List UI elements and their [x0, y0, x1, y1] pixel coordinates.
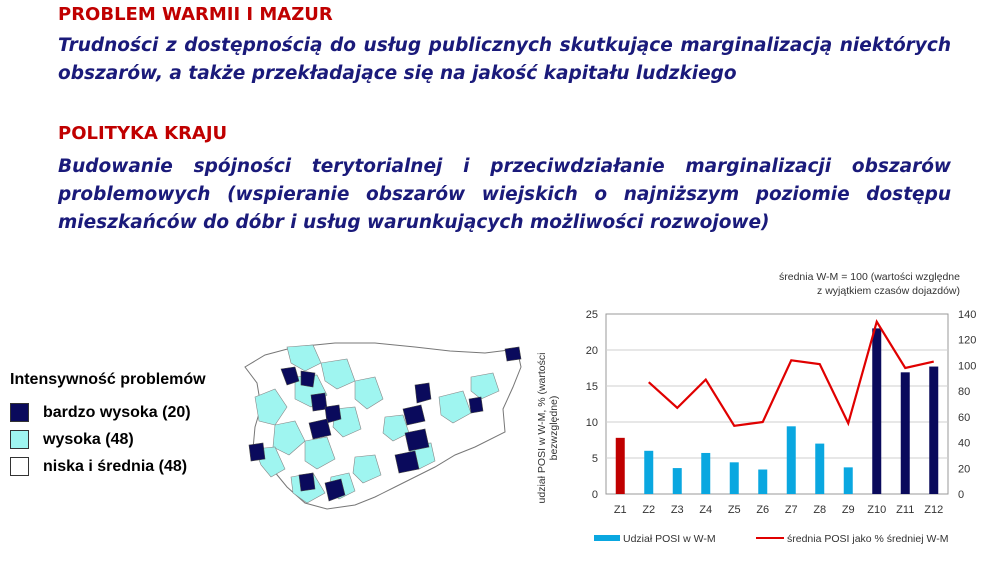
posi-chart — [528, 265, 983, 555]
xtick-z2: Z2 — [642, 504, 656, 516]
xtick-z9: Z9 — [841, 504, 855, 516]
bar-z5 — [730, 462, 739, 494]
ytick-left-3: 15 — [585, 381, 598, 393]
ytick-right-5: 100 — [958, 360, 977, 373]
bar-z3 — [673, 468, 682, 494]
legend-item-low-medium — [10, 453, 206, 480]
ytick-right-7: 140 — [958, 309, 977, 321]
chart-legend — [594, 533, 948, 545]
line-posi-percent — [649, 322, 934, 426]
xtick-z4: Z4 — [699, 504, 713, 516]
map-legend-title: Intensywność problemów — [10, 371, 206, 388]
bar-z8 — [815, 444, 824, 494]
ytick-left-1: 5 — [591, 453, 598, 465]
xtick-z3: Z3 — [670, 504, 684, 516]
map-legend — [10, 371, 206, 480]
legend-item-high — [10, 426, 206, 453]
xtick-z6: Z6 — [756, 504, 770, 516]
ytick-left-2: 10 — [585, 417, 598, 429]
bar-z4 — [701, 453, 710, 494]
bar-z1 — [616, 438, 625, 494]
xtick-z8: Z8 — [813, 504, 827, 516]
paragraph-policy: Budowanie spójności terytorialnej i przeciwdziałanie marginalizacji obszarów problemowych (wspieranie obszarów wiejskich o najniższym poziomie dostępu mieszkańców do dóbr i usług warunkujących możliwości rozwojowe) — [58, 156, 951, 233]
chart-bars — [616, 328, 939, 494]
ytick-right-1: 20 — [958, 463, 971, 476]
bar-z11 — [901, 372, 910, 494]
chart-grid — [606, 314, 948, 494]
xtick-z11: Z11 — [896, 504, 915, 516]
region-map — [235, 337, 525, 517]
heading-problem: PROBLEM WARMII I MAZUR — [58, 4, 333, 25]
legend-swatch-high — [10, 430, 29, 449]
xtick-z1: Z1 — [613, 504, 627, 516]
ytick-right-6: 120 — [958, 334, 977, 347]
bar-z7 — [787, 426, 796, 494]
chart-ylabel-line-2: bezwzględne) — [548, 395, 560, 461]
legend-label-low-medium: niska i średnia (48) — [43, 457, 188, 475]
ytick-right-0: 0 — [958, 489, 965, 501]
legend-label-high: wysoka (48) — [43, 430, 134, 448]
plot-frame — [606, 314, 948, 494]
xtick-z10: Z10 — [867, 504, 887, 516]
paragraph-problem: Trudności z dostępnością do usług publicznych skutkujące marginalizacją niektórych obszarów, a także przekładające się na jakość kapitału ludzkiego — [58, 35, 951, 84]
xtick-z7: Z7 — [784, 504, 798, 516]
legend-bar-swatch — [594, 535, 620, 541]
chart-ylabel-line-1: udział POSI w W-M, % (wartości — [536, 352, 548, 504]
ytick-right-3: 60 — [958, 411, 971, 424]
bar-z9 — [844, 467, 853, 494]
ytick-right-4: 80 — [958, 386, 971, 399]
chart-note-line-2: z wyjątkiem czasów dojazdów) — [817, 285, 960, 297]
legend-swatch-very-high — [10, 403, 29, 422]
bar-z10 — [872, 328, 881, 494]
chart-note-line-1: średnia W-M = 100 (wartości względne — [778, 271, 960, 283]
bar-z12 — [929, 367, 938, 494]
legend-label-very-high: bardzo wysoka (20) — [43, 403, 191, 421]
legend-line-label: średnia POSI jako % średniej W-M — [787, 533, 949, 545]
bar-z2 — [644, 451, 653, 494]
legend-item-very-high — [10, 399, 206, 426]
chart-line-series — [649, 322, 934, 426]
legend-swatch-low-medium — [10, 457, 29, 476]
ytick-left-0: 0 — [591, 489, 598, 501]
bar-z6 — [758, 470, 767, 494]
xtick-z12: Z12 — [924, 504, 944, 516]
ytick-left-4: 20 — [585, 345, 598, 357]
ytick-right-2: 40 — [958, 437, 971, 450]
chart-ylabel — [536, 353, 560, 504]
legend-bar-label: Udział POSI w W-M — [623, 533, 716, 545]
xtick-z5: Z5 — [727, 504, 741, 516]
ytick-left-5: 25 — [585, 309, 598, 321]
heading-policy: POLITYKA KRAJU — [58, 123, 228, 144]
